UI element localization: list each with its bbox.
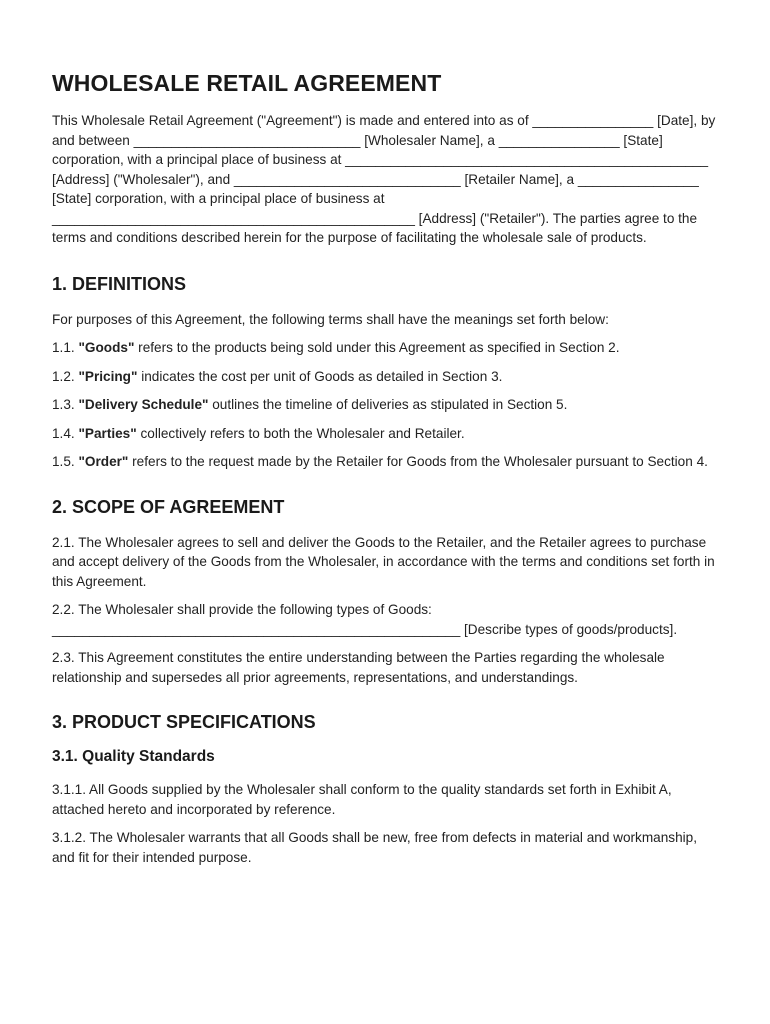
definition-item bbox=[52, 424, 720, 444]
definition-text: refers to the products being sold under this Agreement as specified in Section 2. bbox=[134, 340, 620, 355]
definition-item bbox=[52, 395, 720, 415]
scope-clause-2-2: 2.2. The Wholesaler shall provide the following types of Goods: ______________________________________________________ [Describe types of goods/products]. bbox=[52, 602, 678, 637]
definition-term: "Pricing" bbox=[78, 368, 138, 384]
definition-number: 1.1. bbox=[52, 340, 79, 355]
definition-term: "Order" bbox=[78, 454, 129, 469]
scope-clause-2-1: 2.1. The Wholesaler agrees to sell and deliver the Goods to the Retailer, and the Retailer agrees to purchase and accept delivery of the Goods from the Wholesaler, in accordance with the terms and conditions set forth in this Agreement. bbox=[52, 534, 715, 589]
definition-text: refers to the request made by the Retailer for Goods from the Wholesaler pursuant to Section 4. bbox=[128, 454, 708, 469]
sub-heading-quality-standards: 3.1. Quality Standards bbox=[52, 748, 215, 765]
definition-text: collectively refers to both the Wholesaler and Retailer. bbox=[136, 425, 465, 441]
definition-term: "Parties" bbox=[78, 425, 137, 441]
definition-term: "Delivery Schedule" bbox=[78, 397, 209, 412]
scope-clause-2-3: 2.3. This Agreement constitutes the entire understanding between the Parties regarding the wholesale relationship and supersedes all prior agreements, representations, and understandings. bbox=[52, 650, 665, 685]
definition-item bbox=[52, 367, 720, 387]
section-heading-product-specifications: 3. PRODUCT SPECIFICATIONS bbox=[52, 712, 316, 732]
definition-term: "Goods" bbox=[78, 340, 135, 355]
document-title: WHOLESALE RETAIL AGREEMENT bbox=[52, 70, 442, 96]
definition-item bbox=[52, 338, 720, 358]
section-heading-definitions: 1. DEFINITIONS bbox=[52, 273, 187, 294]
definitions-intro: For purposes of this Agreement, the following terms shall have the meanings set forth below: bbox=[52, 311, 609, 327]
definition-number: 1.5. bbox=[52, 454, 79, 469]
section-spacer bbox=[52, 696, 720, 712]
intro-paragraph: This Wholesale Retail Agreement ("Agreement") is made and entered into as of ________________ [Date], by and between ______________________________ [Wholesaler Name], a ________________ [State] corporation, with a principal place of business at ________________________________________________ [Address] ("Wholesaler"), and ______________________________ [Retailer Name], a ________________ [State] corporation, with a principal place of business at ________________________________________________ [Address] ("Retailer"). The parties agree to the terms and conditions described herein for the purpose of facilitating the wholesale sale of products. bbox=[52, 113, 716, 245]
section-spacer bbox=[52, 481, 720, 497]
definition-number: 1.2. bbox=[52, 368, 79, 384]
definition-number: 1.4. bbox=[52, 425, 79, 441]
definition-number: 1.3. bbox=[52, 397, 79, 412]
quality-clause-3-1-1: 3.1.1. All Goods supplied by the Wholesaler shall conform to the quality standards set forth in Exhibit A, attached hereto and incorporated by reference. bbox=[52, 782, 672, 817]
section-heading-scope: 2. SCOPE OF AGREEMENT bbox=[52, 496, 285, 517]
definition-text: indicates the cost per unit of Goods as detailed in Section 3. bbox=[137, 368, 503, 384]
definition-text: outlines the timeline of deliveries as stipulated in Section 5. bbox=[208, 397, 568, 412]
definition-item bbox=[52, 452, 720, 472]
quality-clause-3-1-2: 3.1.2. The Wholesaler warrants that all Goods shall be new, free from defects in material and workmanship, and fit for their intended purpose. bbox=[52, 830, 698, 865]
